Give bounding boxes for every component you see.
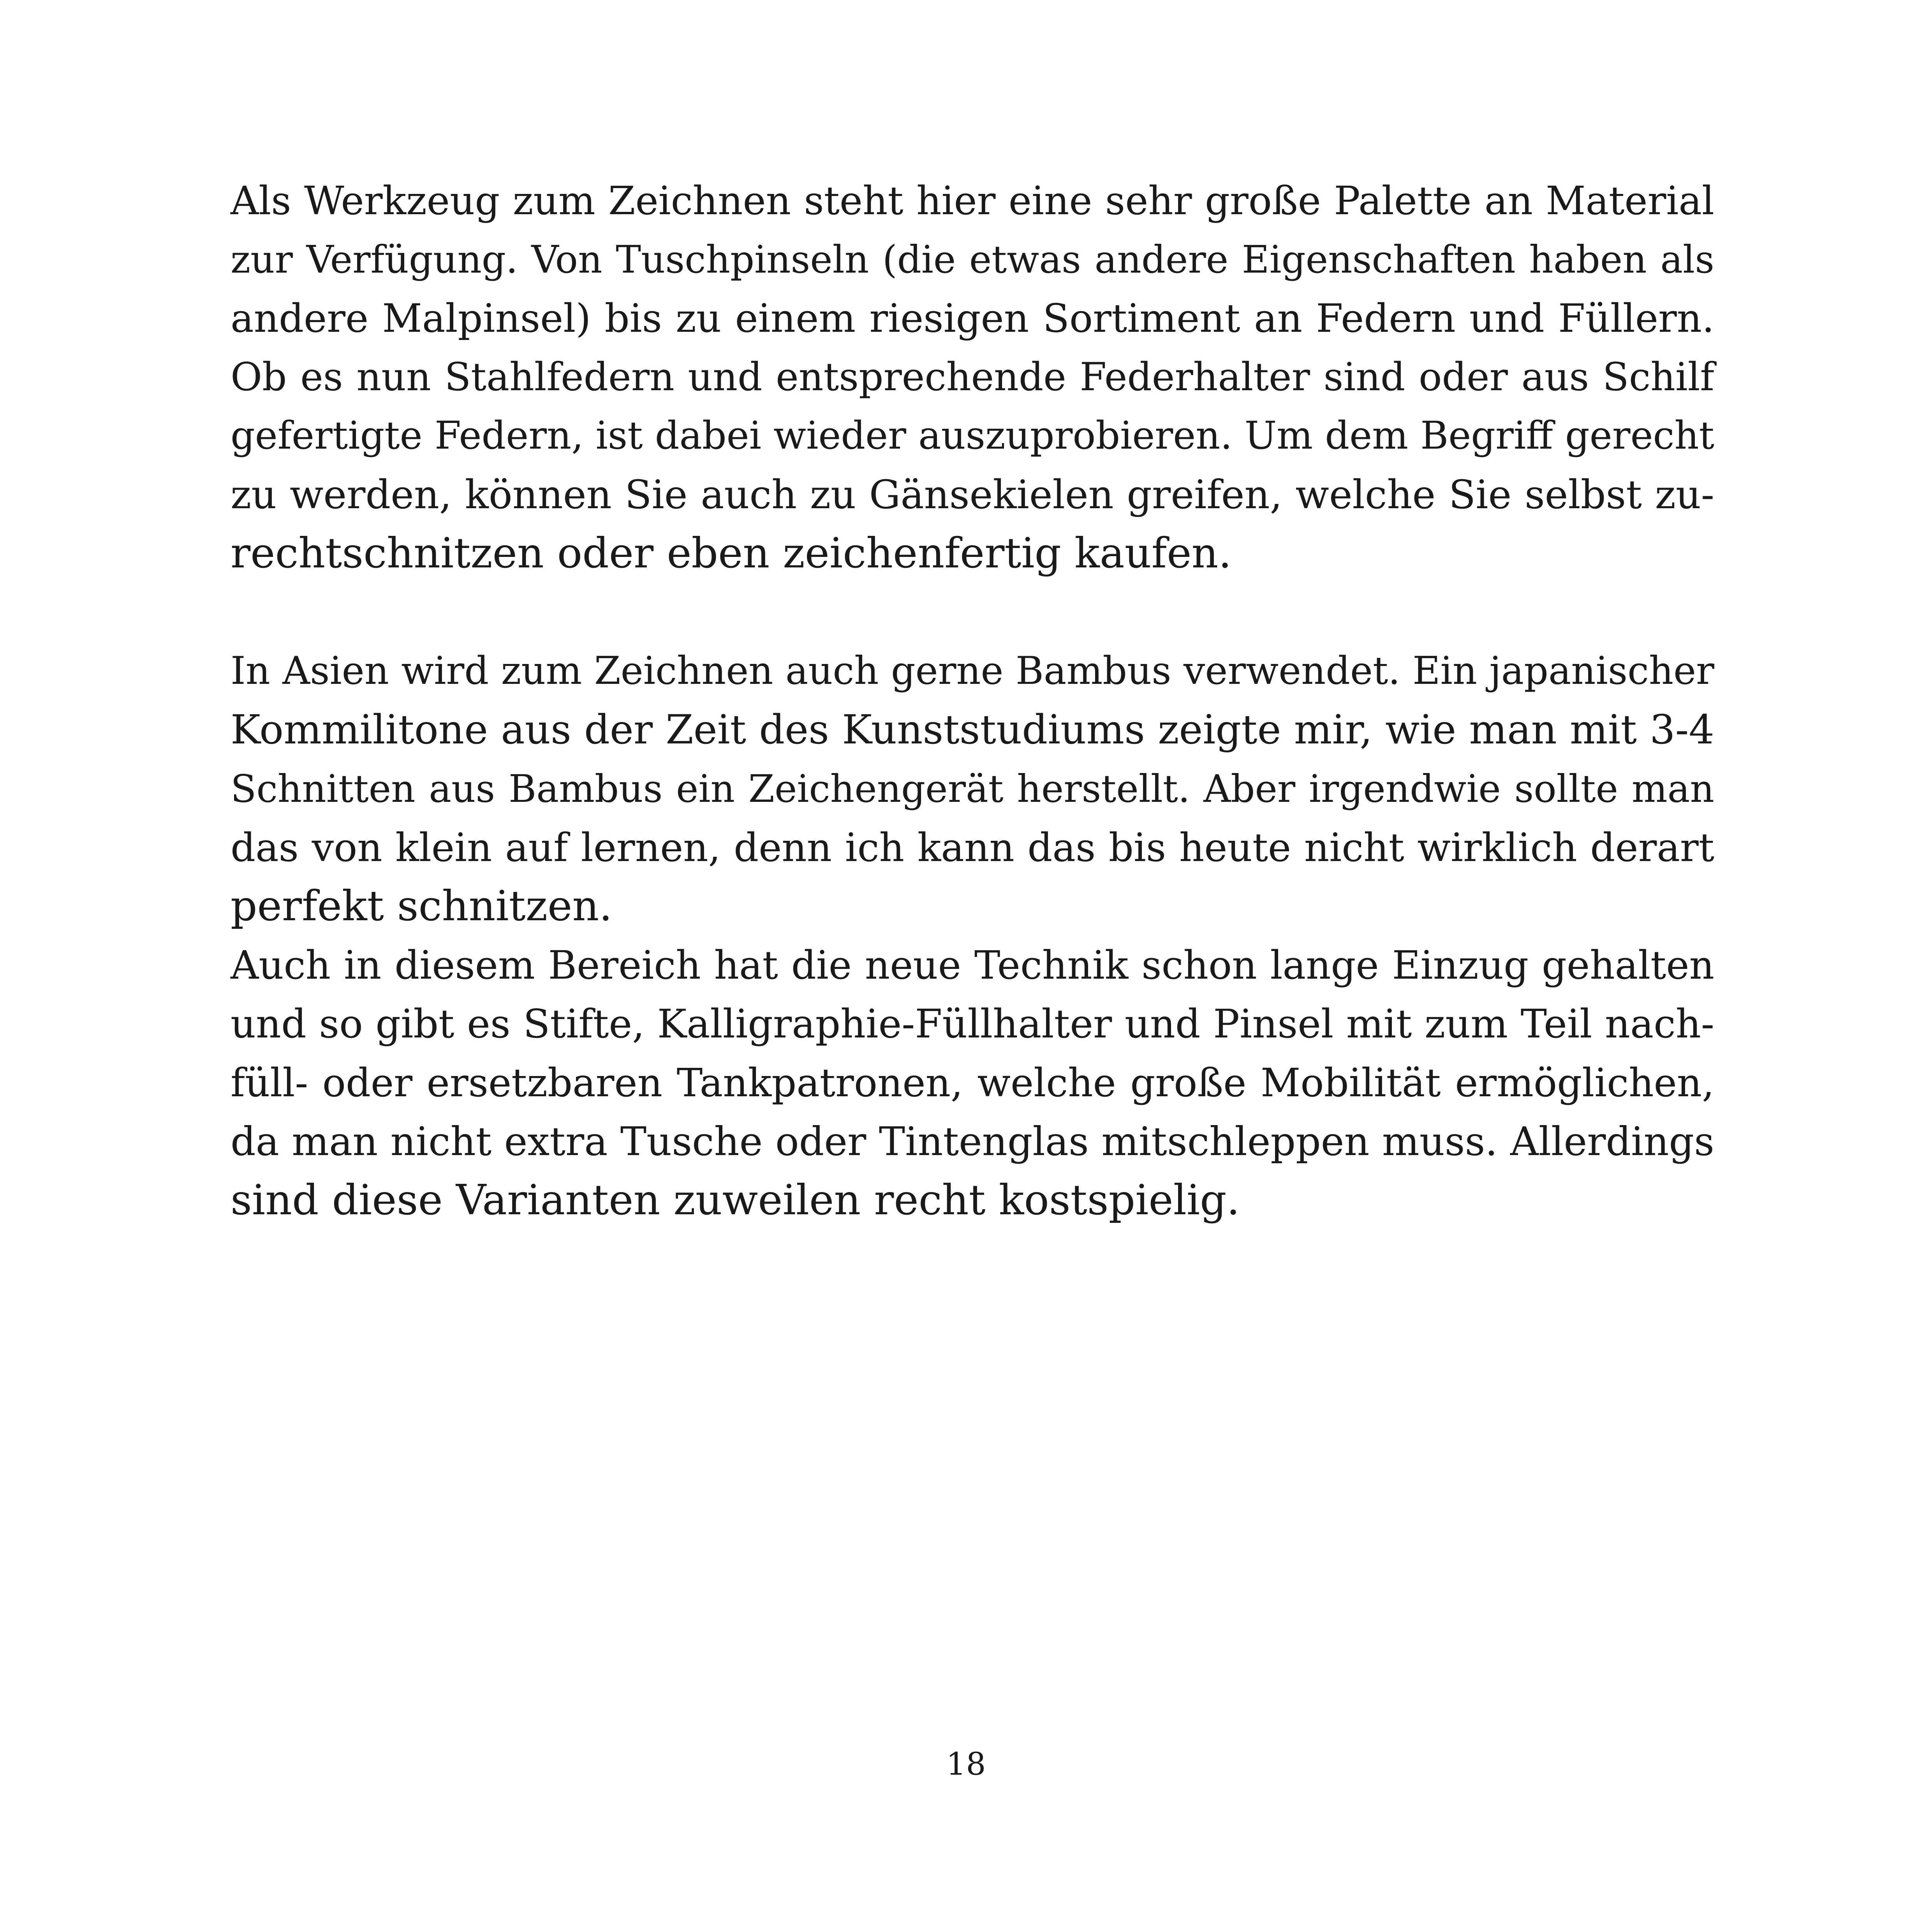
paragraph-modern-tools: [231, 936, 1714, 1230]
paragraph-bamboo: [231, 642, 1714, 936]
text-line: perfekt schnitzen.: [231, 882, 613, 930]
body-text: [231, 171, 1714, 1230]
page-number: 18: [946, 1746, 986, 1782]
text-line: und so gibt es Stifte, Kalligraphie-Füllhalter und Pinsel mit zum Teil nach-: [231, 1001, 1714, 1047]
text-line: gefertigte Federn, ist dabei wieder auszuprobieren. Um dem Begriff gerecht: [231, 414, 1714, 458]
paragraph-spacer: [231, 583, 1714, 642]
text-line: Als Werkzeug zum Zeichnen steht hier eine sehr große Palette an Material: [231, 178, 1714, 224]
text-line: rechtschnitzen oder eben zeichenfertig kaufen.: [231, 529, 1232, 578]
text-line: Ob es nun Stahlfedern und entsprechende Federhalter sind oder aus Schilf: [231, 355, 1714, 400]
text-line: sind diese Varianten zuweilen recht kostspielig.: [231, 1176, 1240, 1224]
text-line: das von klein auf lernen, denn ich kann das bis heute nicht wirklich derart: [231, 825, 1714, 870]
text-line: Schnitten aus Bambus ein Zeichengerät herstellt. Aber irgendwie sollte man: [231, 767, 1714, 811]
text-line: Kommilitone aus der Zeit des Kunststudiums zeigte mir, wie man mit 3-4: [231, 706, 1714, 753]
text-line: In Asien wird zum Zeichnen auch gerne Bambus verwendet. Ein japanischer: [231, 649, 1714, 693]
text-line: da man nicht extra Tusche oder Tintenglas mitschleppen muss. Allerdings: [231, 1118, 1714, 1164]
text-line: andere Malpinsel) bis zu einem riesigen Sortiment an Federn und Füllern.: [231, 296, 1714, 341]
paragraph-drawing-tools: [231, 171, 1714, 583]
text-line: zur Verfügung. Von Tuschpinseln (die etwas andere Eigenschaften haben als: [231, 238, 1714, 282]
text-line: zu werden, können Sie auch zu Gänsekielen greifen, welche Sie selbst zu-: [231, 472, 1714, 518]
text-line: Auch in diesem Bereich hat die neue Technik schon lange Einzug gehalten: [231, 942, 1714, 988]
text-line: füll- oder ersetzbaren Tankpatronen, welche große Mobilität ermöglichen,: [231, 1060, 1714, 1106]
